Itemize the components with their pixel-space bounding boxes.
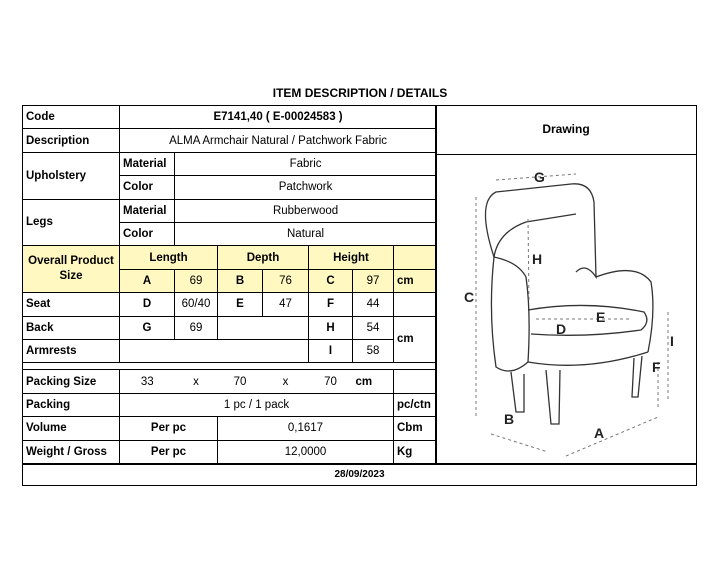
back-unit: cm xyxy=(394,316,437,363)
seat-row xyxy=(23,293,437,316)
code-row xyxy=(23,106,437,129)
legs-material-row xyxy=(23,199,437,222)
upholstery-color-label: Color xyxy=(120,176,175,199)
upholstery-material-row xyxy=(23,152,437,175)
dim-label-e: E xyxy=(596,309,606,325)
seat-height-value: 44 xyxy=(353,293,394,316)
packing-size-b: 70 xyxy=(218,370,263,393)
legs-label: Legs xyxy=(23,199,120,246)
armrests-label: Armrests xyxy=(23,339,120,362)
packing-row xyxy=(23,393,437,416)
armchair-outline xyxy=(485,184,652,424)
drawing-title: Drawing xyxy=(542,122,590,136)
weight-value: 12,0000 xyxy=(218,440,394,463)
packing-label: Packing xyxy=(23,393,120,416)
overall-height-value: 97 xyxy=(353,269,394,292)
dimension-labels xyxy=(464,169,674,441)
spec-table xyxy=(22,105,437,464)
seat-depth-key: E xyxy=(218,293,263,316)
packing-size-blank xyxy=(394,370,437,393)
back-depth-blank xyxy=(218,316,309,339)
code-value: E7141,40 ( E-00024583 ) xyxy=(120,106,437,129)
overall-depth-key: B xyxy=(218,269,263,292)
weight-row xyxy=(23,440,437,463)
back-row xyxy=(23,316,437,339)
footer-date: 28/09/2023 xyxy=(22,464,697,486)
back-length-key: G xyxy=(120,316,175,339)
dim-label-i: I xyxy=(670,333,674,349)
volume-value: 0,1617 xyxy=(218,417,394,440)
armrests-row xyxy=(23,339,437,362)
description-value: ALMA Armchair Natural / Patchwork Fabric xyxy=(120,129,437,152)
depth-header: Depth xyxy=(218,246,309,269)
seat-depth-value: 47 xyxy=(263,293,309,316)
overall-height-key: C xyxy=(309,269,353,292)
dim-label-h: H xyxy=(532,251,543,267)
legs-material-label: Material xyxy=(120,199,175,222)
upholstery-material-value: Fabric xyxy=(175,152,437,175)
overall-length-value: 69 xyxy=(175,269,218,292)
dim-label-g: G xyxy=(534,169,545,185)
legs-material-value: Rubberwood xyxy=(175,199,437,222)
packing-size-x1: x xyxy=(175,370,218,393)
spacer-row xyxy=(23,363,437,370)
weight-per: Per pc xyxy=(120,440,218,463)
packing-size-x2: x xyxy=(263,370,309,393)
sheet-title: ITEM DESCRIPTION / DETAILS xyxy=(272,86,448,100)
seat-label: Seat xyxy=(23,293,120,316)
weight-unit: Kg xyxy=(394,440,437,463)
height-header: Height xyxy=(309,246,394,269)
description-row xyxy=(23,129,437,152)
dim-label-b: B xyxy=(504,411,515,427)
armrests-blank xyxy=(120,339,309,362)
upholstery-label: Upholstery xyxy=(23,152,120,199)
back-height-value: 54 xyxy=(353,316,394,339)
armrests-height-key: I xyxy=(309,339,353,362)
upholstery-color-value: Patchwork xyxy=(175,176,437,199)
dim-label-f: F xyxy=(652,359,661,375)
packing-size-label: Packing Size xyxy=(23,370,120,393)
legs-color-label: Color xyxy=(120,222,175,245)
back-length-value: 69 xyxy=(175,316,218,339)
weight-label: Weight / Gross xyxy=(23,440,120,463)
volume-unit: Cbm xyxy=(394,417,437,440)
seat-height-key: F xyxy=(309,293,353,316)
overall-size-label: Overall Product Size xyxy=(23,246,120,293)
dim-label-c: C xyxy=(464,289,475,305)
seat-unit-blank xyxy=(394,293,437,316)
armchair-drawing xyxy=(436,162,696,462)
volume-per: Per pc xyxy=(120,417,218,440)
drawing-panel xyxy=(435,105,697,464)
overall-depth-value: 76 xyxy=(263,269,309,292)
packing-value: 1 pc / 1 pack xyxy=(120,393,394,416)
seat-length-key: D xyxy=(120,293,175,316)
volume-label: Volume xyxy=(23,417,120,440)
overall-unit: cm xyxy=(394,269,437,292)
armrests-height-value: 58 xyxy=(353,339,394,362)
overall-length-key: A xyxy=(120,269,175,292)
upholstery-material-label: Material xyxy=(120,152,175,175)
dim-label-a: A xyxy=(594,425,605,441)
packing-size-row xyxy=(23,370,437,393)
code-label: Code xyxy=(23,106,120,129)
size-header-blank xyxy=(394,246,437,269)
seat-length-value: 60/40 xyxy=(175,293,218,316)
drawing-divider xyxy=(436,154,696,155)
size-header-row xyxy=(23,246,437,269)
packing-size-c: 70 xyxy=(309,370,353,393)
back-label: Back xyxy=(23,316,120,339)
length-header: Length xyxy=(120,246,218,269)
packing-size-unit: cm xyxy=(353,370,394,393)
dim-label-d: D xyxy=(556,321,567,337)
legs-color-value: Natural xyxy=(175,222,437,245)
back-height-key: H xyxy=(309,316,353,339)
packing-unit: pc/ctn xyxy=(394,393,437,416)
description-label: Description xyxy=(23,129,120,152)
packing-size-a: 33 xyxy=(120,370,175,393)
volume-row xyxy=(23,417,437,440)
